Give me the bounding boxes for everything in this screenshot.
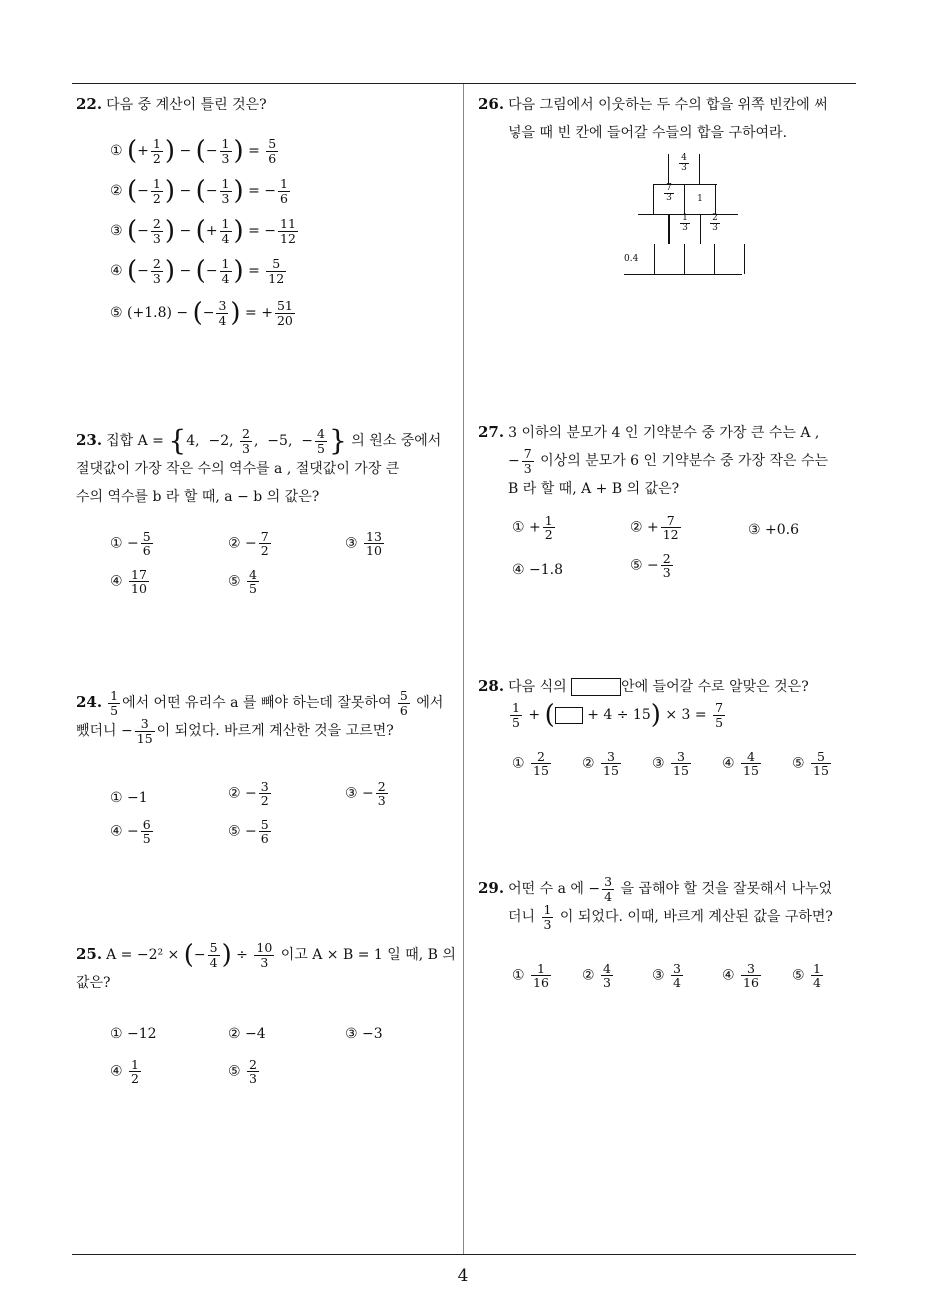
- pyramid-cell: $\frac{7}{3}$: [653, 184, 685, 214]
- q23-option-1[interactable]: ① − $\frac{5}{6}$: [110, 529, 151, 559]
- q29-option-2[interactable]: ② $\frac{4}{3}$: [582, 961, 611, 991]
- q22-option-5[interactable]: ⑤ (+1.8) − (− $\frac{3}{4}$ ) = + $\frac{51}{20}$: [110, 298, 293, 328]
- question-22: 22. 다음 중 계산이 틀린 것은?: [76, 95, 267, 113]
- q25-option-4[interactable]: ④ $\frac{1}{2}$: [110, 1057, 139, 1087]
- q25-option-2[interactable]: ② −4: [228, 1026, 266, 1042]
- column-divider: [463, 84, 464, 1254]
- q28-option-4[interactable]: ④ $\frac{4}{15}$: [722, 749, 759, 779]
- q24-option-1[interactable]: ① −1: [110, 790, 148, 806]
- pyramid-cell: [654, 244, 685, 274]
- blank-box: [571, 678, 621, 696]
- question-24: 24. $\frac{1}{5}$ 에서 어떤 유리수 a 를 빼야 하는데 잘못하여 $\frac{5}{6}$ 에서 뺐더니 − $\frac{3}{15}$ 이 되었다. 바르게 계산한 것을 고르면?: [76, 688, 444, 746]
- q22-option-4[interactable]: ④ (− $\frac{2}{3}$ ) − (− $\frac{1}{4}$ ) = $\frac{5}{12}$: [110, 256, 285, 286]
- q29-option-5[interactable]: ⑤ $\frac{1}{4}$: [792, 961, 821, 991]
- q27-option-3[interactable]: ③ +0.6: [748, 522, 799, 538]
- q23-option-5[interactable]: ⑤ $\frac{4}{5}$: [228, 567, 257, 597]
- page-number: 4: [457, 1266, 469, 1286]
- pyramid-cell: $\frac{1}{3}$: [669, 214, 701, 244]
- q22-option-1[interactable]: ① (+ $\frac{1}{2}$ ) − (− $\frac{1}{3}$ ) = $\frac{5}{6}$: [110, 136, 277, 166]
- top-rule: [72, 83, 856, 84]
- number-pyramid: [620, 152, 750, 277]
- q23-option-4[interactable]: ④ $\frac{17}{10}$: [110, 567, 147, 597]
- q23-option-3[interactable]: ③ $\frac{13}{10}$: [345, 529, 382, 559]
- q25-option-5[interactable]: ⑤ $\frac{2}{3}$: [228, 1057, 257, 1087]
- question-23: 23. 집합 A = {4, −2, $\frac{2}{3}$ , −5, − $\frac{4}{5}$ } 의 원소 중에서 절댓값이 가장 작은 수의 역수를 a , 절댓값이 가장 큰 수의 역수를 b 라 할 때, a − b 의 값은?: [76, 424, 442, 505]
- question-27: 27. 3 이하의 분모가 4 인 기약분수 중 가장 큰 수는 A , − $\frac{7}{3}$ 이상의 분모가 6 인 기약분수 중 가장 작은 수는 B 라 할 때, A + B 의 값은?: [478, 423, 829, 497]
- q28-option-5[interactable]: ⑤ $\frac{5}{15}$: [792, 749, 829, 779]
- pyramid-cell: 1: [684, 184, 716, 214]
- q25-option-3[interactable]: ③ −3: [345, 1026, 383, 1042]
- question-28: 28. 다음 식의 안에 들어갈 수로 알맞은 것은? $\frac{1}{5}$ + ( + 4 ÷ 15) × 3 = $\frac{7}{5}$: [478, 677, 809, 730]
- q28-option-3[interactable]: ③ $\frac{3}{15}$: [652, 749, 689, 779]
- q24-option-2[interactable]: ② − $\frac{3}{2}$: [228, 779, 269, 809]
- question-25: 25. A = −2² × (− $\frac{5}{4}$ ) ÷ $\frac{10}{3}$ 이고 A × B = 1 일 때, B 의 값은?: [76, 940, 456, 991]
- q27-option-2[interactable]: ② + $\frac{7}{12}$: [630, 513, 679, 543]
- q25-option-1[interactable]: ① −12: [110, 1026, 157, 1042]
- blank-box-small: [555, 707, 583, 724]
- question-26: 26. 다음 그림에서 이웃하는 두 수의 합을 위쪽 빈칸에 써 넣을 때 빈 칸에 들어갈 수들의 합을 구하여라.: [478, 95, 828, 141]
- q24-option-3[interactable]: ③ − $\frac{2}{3}$: [345, 779, 386, 809]
- bottom-rule: [72, 1254, 856, 1255]
- q22-option-3[interactable]: ③ (− $\frac{2}{3}$ ) − (+ $\frac{1}{4}$ ) = − $\frac{11}{12}$: [110, 216, 296, 246]
- pyramid-cell: [714, 244, 745, 274]
- pyramid-cell: $\frac{2}{3}$: [712, 213, 718, 234]
- q28-option-2[interactable]: ② $\frac{3}{15}$: [582, 749, 619, 779]
- q27-option-4[interactable]: ④ −1.8: [512, 562, 563, 578]
- q29-option-3[interactable]: ③ $\frac{3}{4}$: [652, 961, 681, 991]
- q29-option-1[interactable]: ① $\frac{1}{16}$: [512, 961, 549, 991]
- pyramid-cell: [638, 214, 669, 244]
- question-29: 29. 어떤 수 a 에 − $\frac{3}{4}$ 을 곱해야 할 것을 잘못해서 나누었 더니 $\frac{1}{3}$ 이 되었다. 이때, 바르게 계산된 값을 구하면?: [478, 874, 833, 932]
- q24-option-4[interactable]: ④ − $\frac{6}{5}$: [110, 817, 151, 847]
- q23-option-2[interactable]: ② − $\frac{7}{2}$: [228, 529, 269, 559]
- q27-option-1[interactable]: ① + $\frac{1}{2}$: [512, 513, 553, 543]
- q29-option-4[interactable]: ④ $\frac{3}{16}$: [722, 961, 759, 991]
- pyramid-cell: 0.4: [624, 244, 655, 274]
- q24-option-5[interactable]: ⑤ − $\frac{5}{6}$: [228, 817, 269, 847]
- pyramid-line: [624, 274, 742, 275]
- pyramid-cell: $\frac{4}{3}$: [668, 154, 700, 184]
- q28-option-1[interactable]: ① $\frac{2}{15}$: [512, 749, 549, 779]
- q27-option-5[interactable]: ⑤ − $\frac{2}{3}$: [630, 551, 671, 581]
- q22-option-2[interactable]: ② (− $\frac{1}{2}$ ) − (− $\frac{1}{3}$ ) = − $\frac{1}{6}$: [110, 176, 288, 206]
- pyramid-cell: [684, 244, 715, 274]
